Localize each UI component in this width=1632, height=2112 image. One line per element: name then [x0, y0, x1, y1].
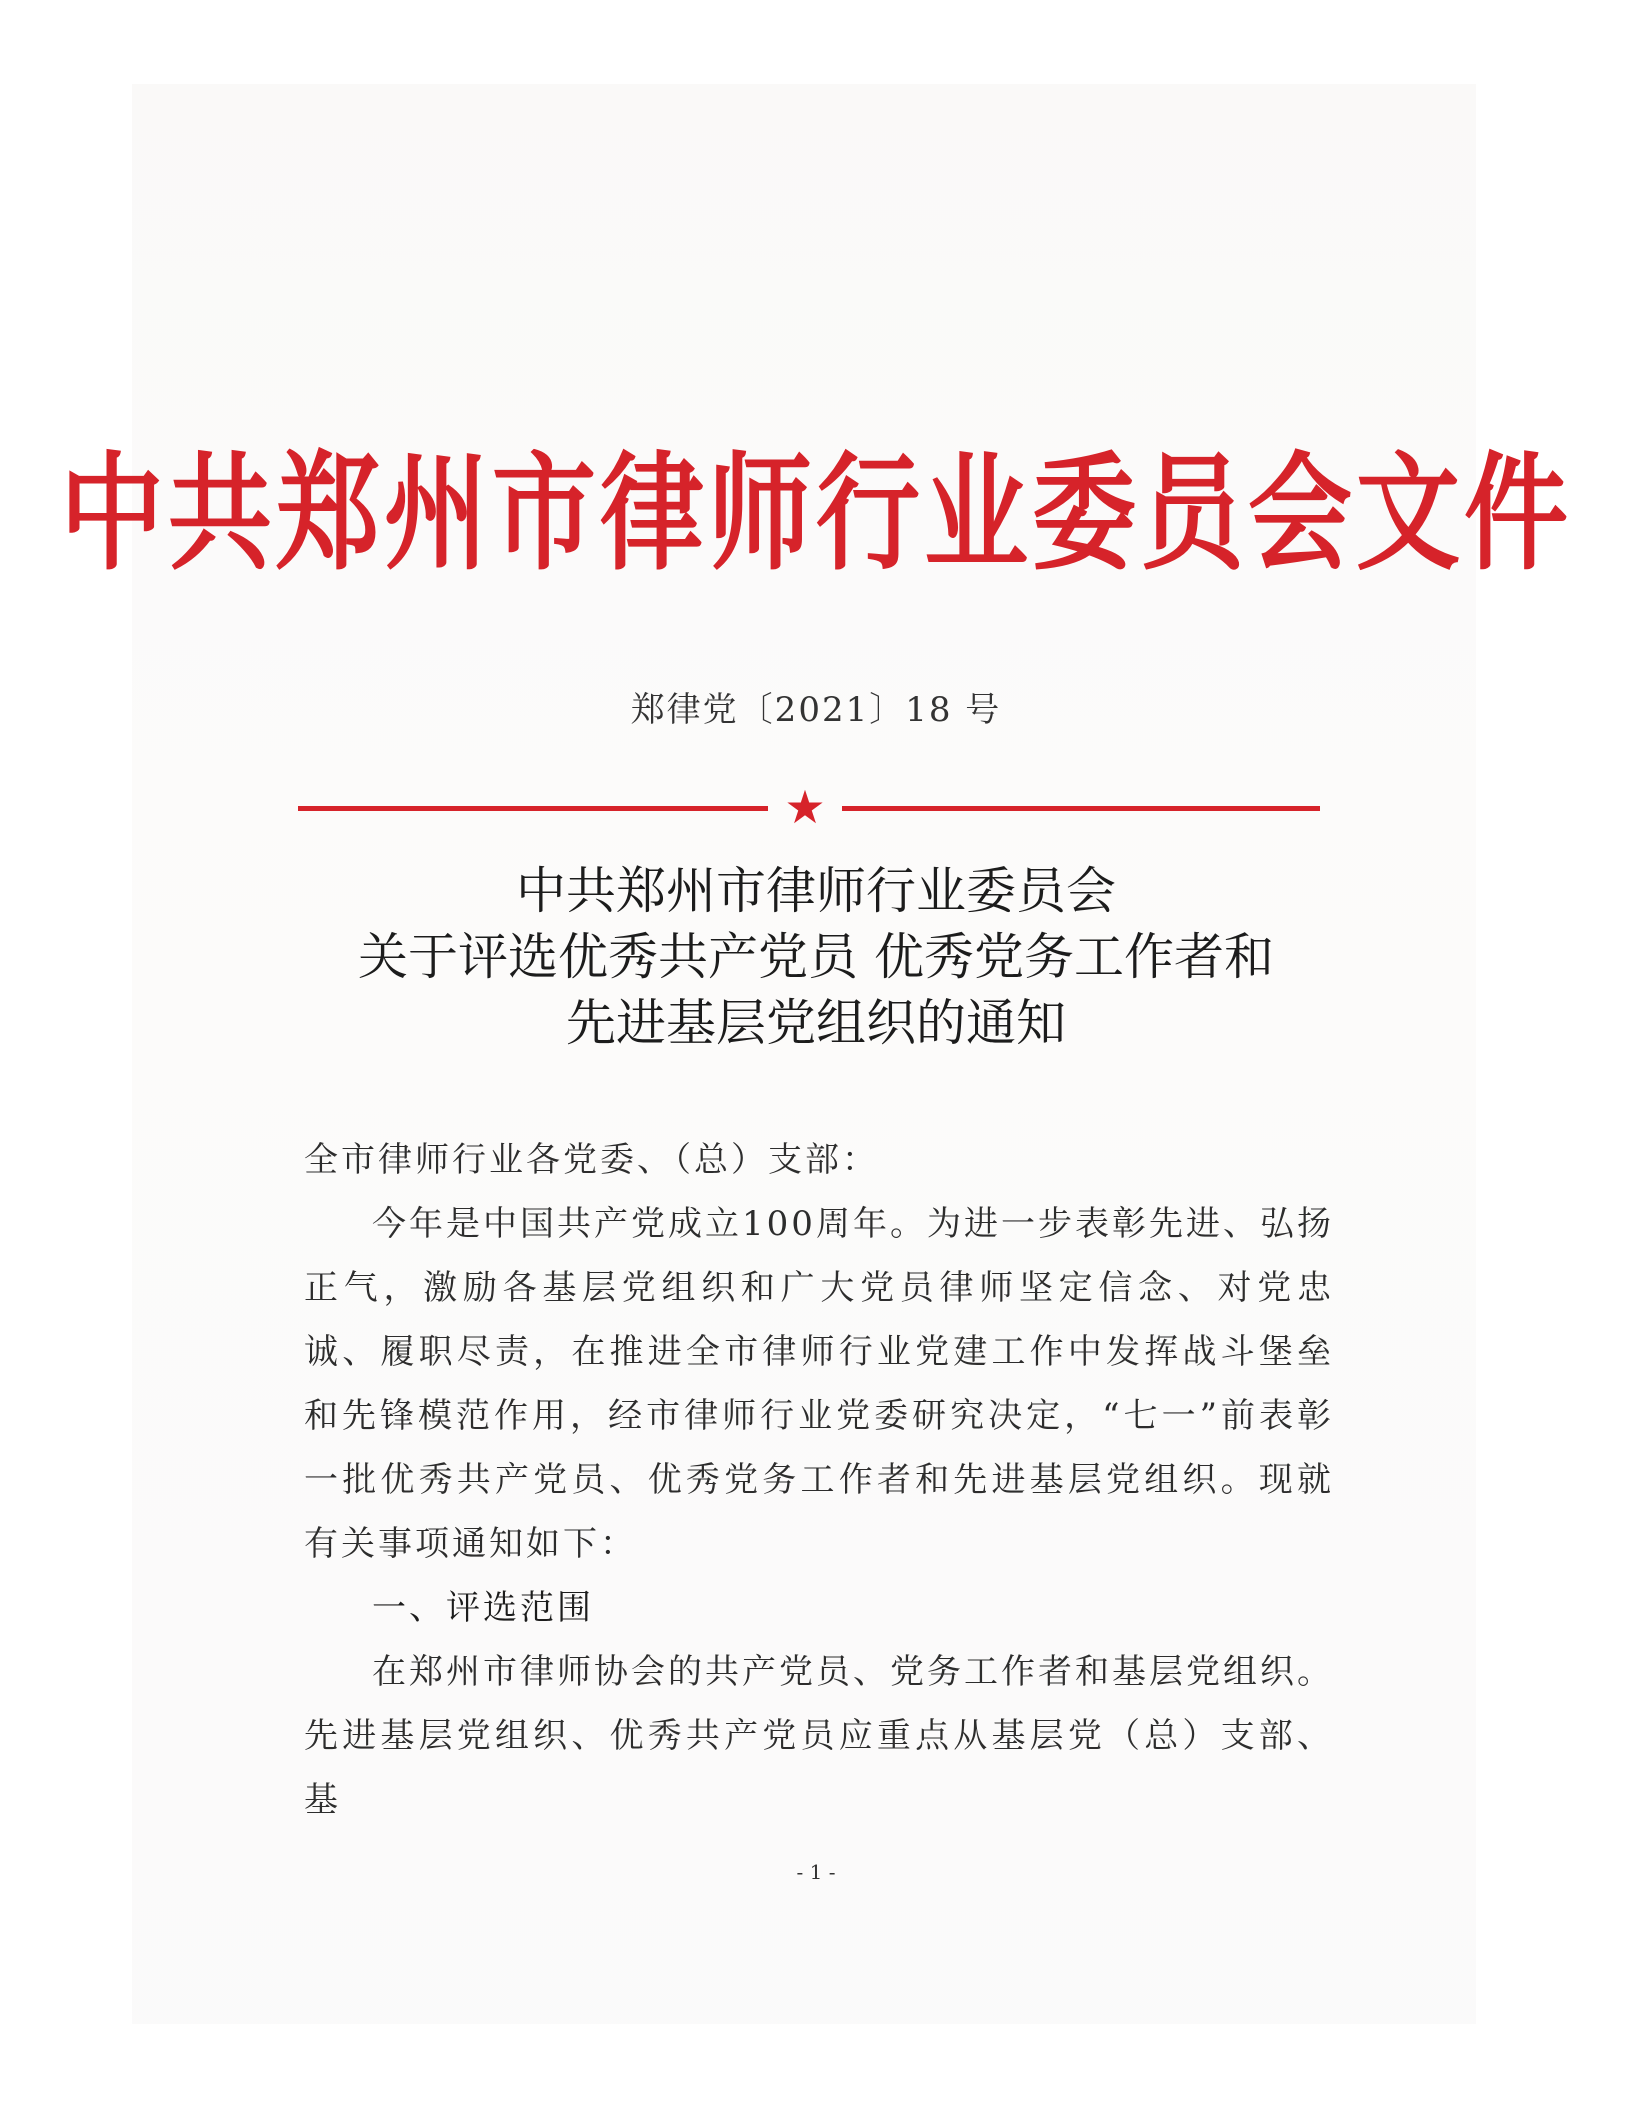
- document-number: 郑律党〔2021〕18 号: [630, 690, 1002, 730]
- section-heading-1: 一、评选范围: [372, 1588, 594, 1628]
- section-1-paragraph: 在郑州市律师协会的共产党员、党务工作者和基层党组织。先进基层党组织、优秀共产党员应重点从基层党（总）支部、基: [304, 1652, 1334, 1820]
- star-icon: ★: [784, 780, 826, 834]
- red-divider-left: [298, 806, 768, 811]
- masthead-title: 中共郑州市律师行业委员会文件: [59, 437, 1572, 588]
- notice-title-line-1: 中共郑州市律师行业委员会: [516, 862, 1116, 920]
- notice-title-line-2: 关于评选优秀共产党员 优秀党务工作者和: [358, 928, 1274, 986]
- notice-title-line-3: 先进基层党组织的通知: [566, 994, 1066, 1052]
- page-number: - 1 -: [796, 1860, 836, 1884]
- salutation: 全市律师行业各党委、（总）支部：: [304, 1140, 879, 1180]
- intro-paragraph: 今年是中国共产党成立100周年。为进一步表彰先进、弘扬正气，激励各基层党组织和广大党员律师坚定信念、对党忠诚、履职尽责，在推进全市律师行业党建工作中发挥战斗堡垒和先锋模范作用，经市律师行业党委研究决定，“七一”前表彰一批优秀共产党员、优秀党务工作者和先进基层党组织。现就有关事项通知如下：: [304, 1204, 1334, 1564]
- notice-title: [0, 858, 1632, 1056]
- red-divider-right: [842, 806, 1320, 811]
- notice-body: [304, 1128, 1334, 1832]
